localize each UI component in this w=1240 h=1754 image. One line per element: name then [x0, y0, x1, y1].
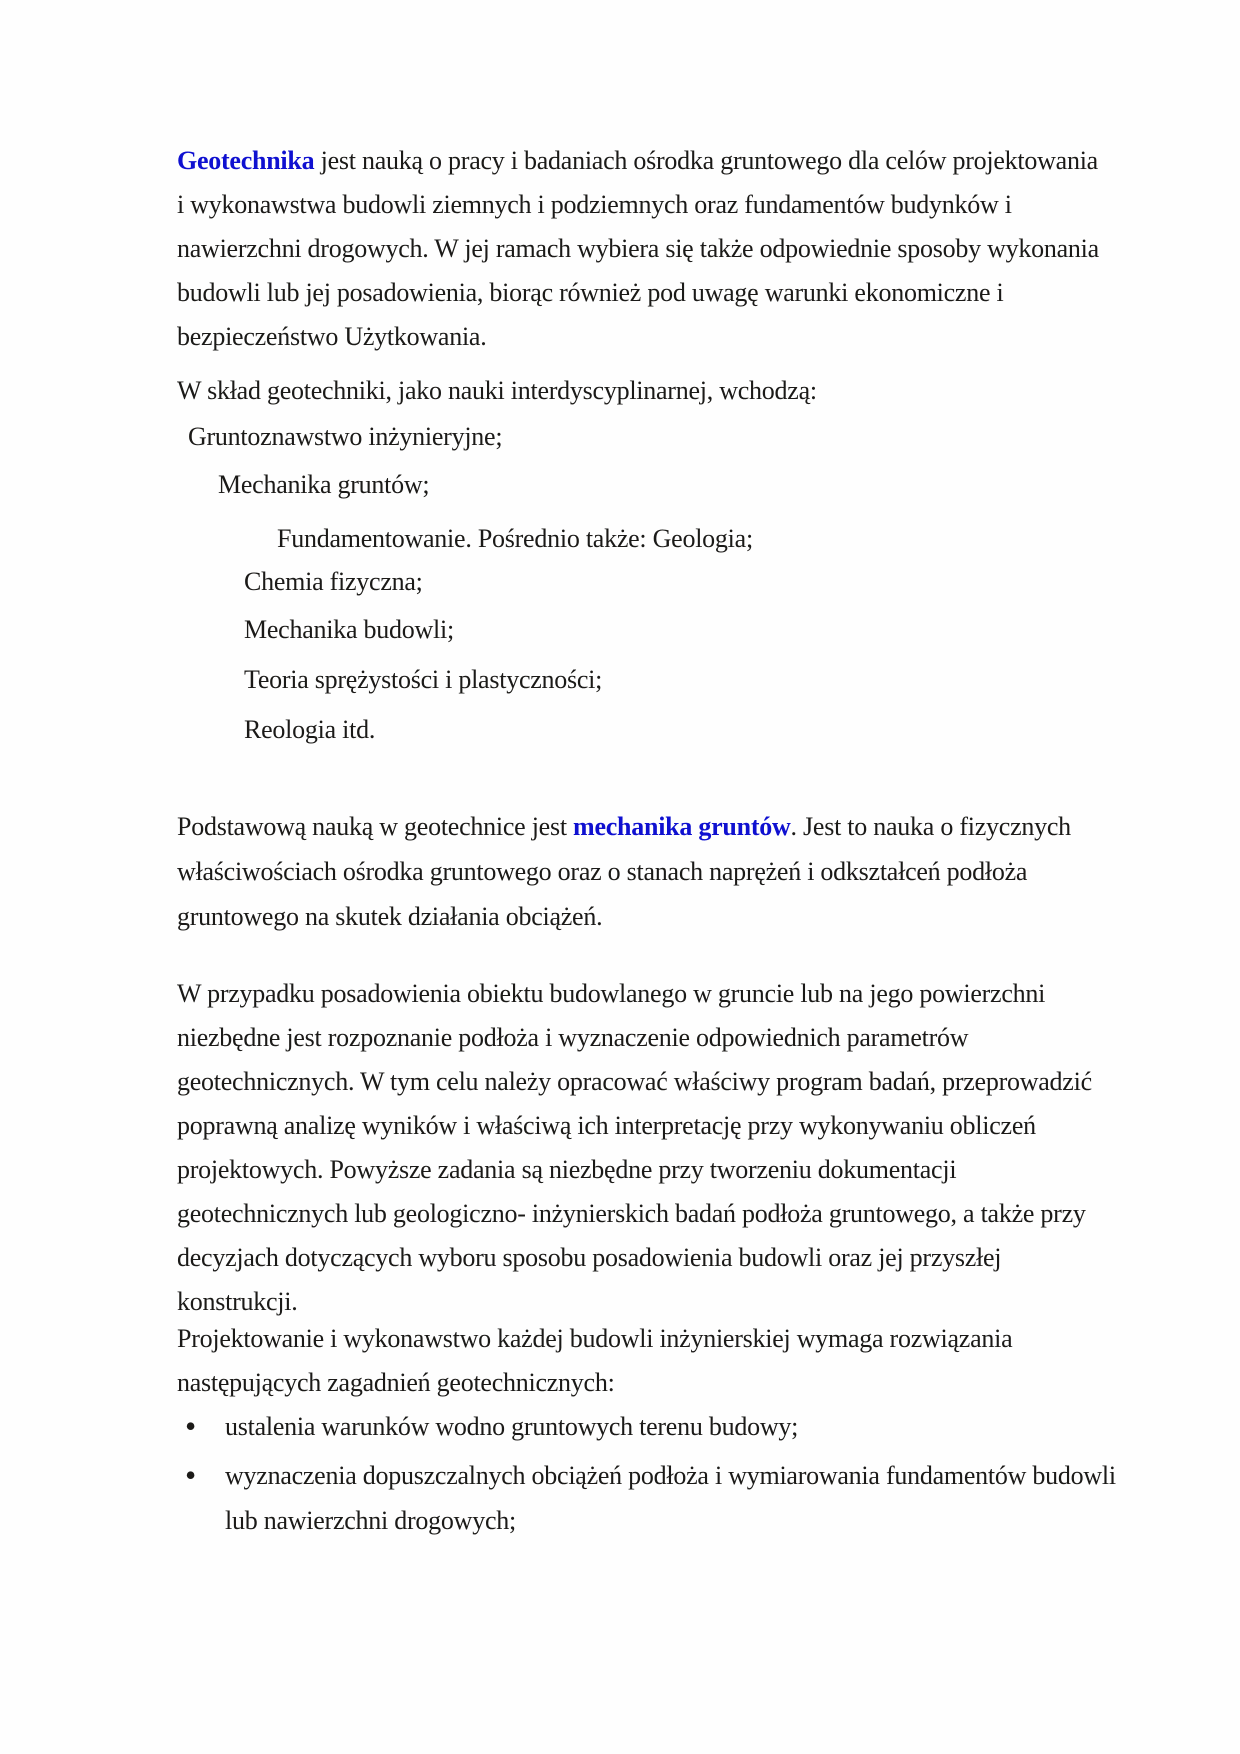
paragraph-intro-line-2: i wykonawstwa budowli ziemnych i podziemnych oraz fundamentów budynków i	[177, 190, 1012, 219]
paragraph-mechanika-line-3: gruntowego na skutek działania obciążeń.	[177, 902, 603, 931]
list-item-chemia-fizyczna: Chemia fizyczna;	[244, 567, 423, 596]
paragraph-posadowienie-line-2: niezbędne jest rozpoznanie podłoża i wyznaczenie odpowiednich parametrów	[177, 1023, 969, 1052]
list-item-mechanika-gruntow: Mechanika gruntów;	[218, 470, 430, 499]
paragraph-posadowienie-line-7: decyzjach dotyczących wyboru sposobu posadowienia budowli oraz jej przyszłej	[177, 1243, 1002, 1272]
list-item-reologia: Reologia itd.	[244, 715, 376, 744]
bullet-item-2-line-2: lub nawierzchni drogowych;	[225, 1506, 516, 1535]
paragraph-posadowienie-line-5: projektowych. Powyższe zadania są niezbędne przy tworzeniu dokumentacji	[177, 1155, 957, 1184]
bullet-item-dopuszczalne-obciazenia	[177, 1453, 1116, 1543]
paragraph-mechanika-line-1	[177, 804, 1071, 849]
paragraph-intro	[177, 139, 1099, 359]
list-item-teoria-sprezystosci: Teoria sprężystości i plastyczności;	[244, 665, 603, 694]
paragraph-mechanika-line-1-post: . Jest to nauka o fizycznych	[790, 812, 1071, 841]
paragraph-mechanika-line-2: właściwościach ośrodka gruntowego oraz o stanach naprężeń i odkształceń podłoża	[177, 857, 1028, 886]
bullet-icon: •	[185, 1457, 196, 1493]
bullet-item-warunki-wodno-gruntowe	[177, 1404, 798, 1449]
list-item-mechanika-budowli: Mechanika budowli;	[244, 615, 454, 644]
paragraph-list-leadin	[177, 369, 817, 413]
term-geotechnika: Geotechnika	[177, 146, 315, 175]
paragraph-intro-line-3: nawierzchni drogowych. W jej ramach wybiera się także odpowiednie sposoby wykonania	[177, 234, 1099, 263]
bullet-icon: •	[185, 1408, 196, 1444]
term-mechanika-gruntow: mechanika gruntów	[573, 812, 791, 841]
paragraph-posadowienie-line-8: konstrukcji.	[177, 1287, 298, 1316]
paragraph-posadowienie	[177, 972, 1092, 1324]
list-item-fundamentowanie: Fundamentowanie. Pośrednio także: Geologia;	[277, 524, 753, 553]
paragraph-list-leadin-line: W skład geotechniki, jako nauki interdyscyplinarnej, wchodzą:	[177, 376, 817, 405]
paragraph-mechanika	[177, 804, 1071, 939]
paragraph-posadowienie-line-6: geotechnicznych lub geologiczno- inżynierskich badań podłoża gruntowego, a także przy	[177, 1199, 1086, 1228]
paragraph-intro-line-4: budowli lub jej posadowienia, biorąc również pod uwagę warunki ekonomiczne i	[177, 278, 1004, 307]
paragraph-projektowanie	[177, 1317, 1012, 1405]
paragraph-intro-line-5: bezpieczeństwo Użytkowania.	[177, 322, 487, 351]
paragraph-posadowienie-line-1: W przypadku posadowienia obiektu budowlanego w gruncie lub na jego powierzchni	[177, 979, 1046, 1008]
paragraph-mechanika-line-1-pre: Podstawową nauką w geotechnice jest	[177, 812, 574, 841]
paragraph-posadowienie-line-3: geotechnicznych. W tym celu należy opracować właściwy program badań, przeprowadzić	[177, 1067, 1092, 1096]
paragraph-projektowanie-line-1: Projektowanie i wykonawstwo każdej budowli inżynierskiej wymaga rozwiązania	[177, 1324, 1013, 1353]
bullet-item-1-line-1: ustalenia warunków wodno gruntowych terenu budowy;	[225, 1412, 799, 1441]
paragraph-intro-line-1	[177, 139, 1099, 183]
paragraph-posadowienie-line-4: poprawną analizę wyników i właściwą ich interpretację przy wykonywaniu obliczeń	[177, 1111, 1036, 1140]
bullet-item-2-line-1: wyznaczenia dopuszczalnych obciążeń podłoża i wymiarowania fundamentów budowli	[225, 1461, 1116, 1490]
paragraph-projektowanie-line-2: następujących zagadnień geotechnicznych:	[177, 1368, 615, 1397]
paragraph-intro-line-1-text: jest nauką o pracy i badaniach ośrodka gruntowego dla celów projektowania	[314, 146, 1098, 175]
list-item-gruntoznawstwo: Gruntoznawstwo inżynieryjne;	[188, 422, 503, 451]
